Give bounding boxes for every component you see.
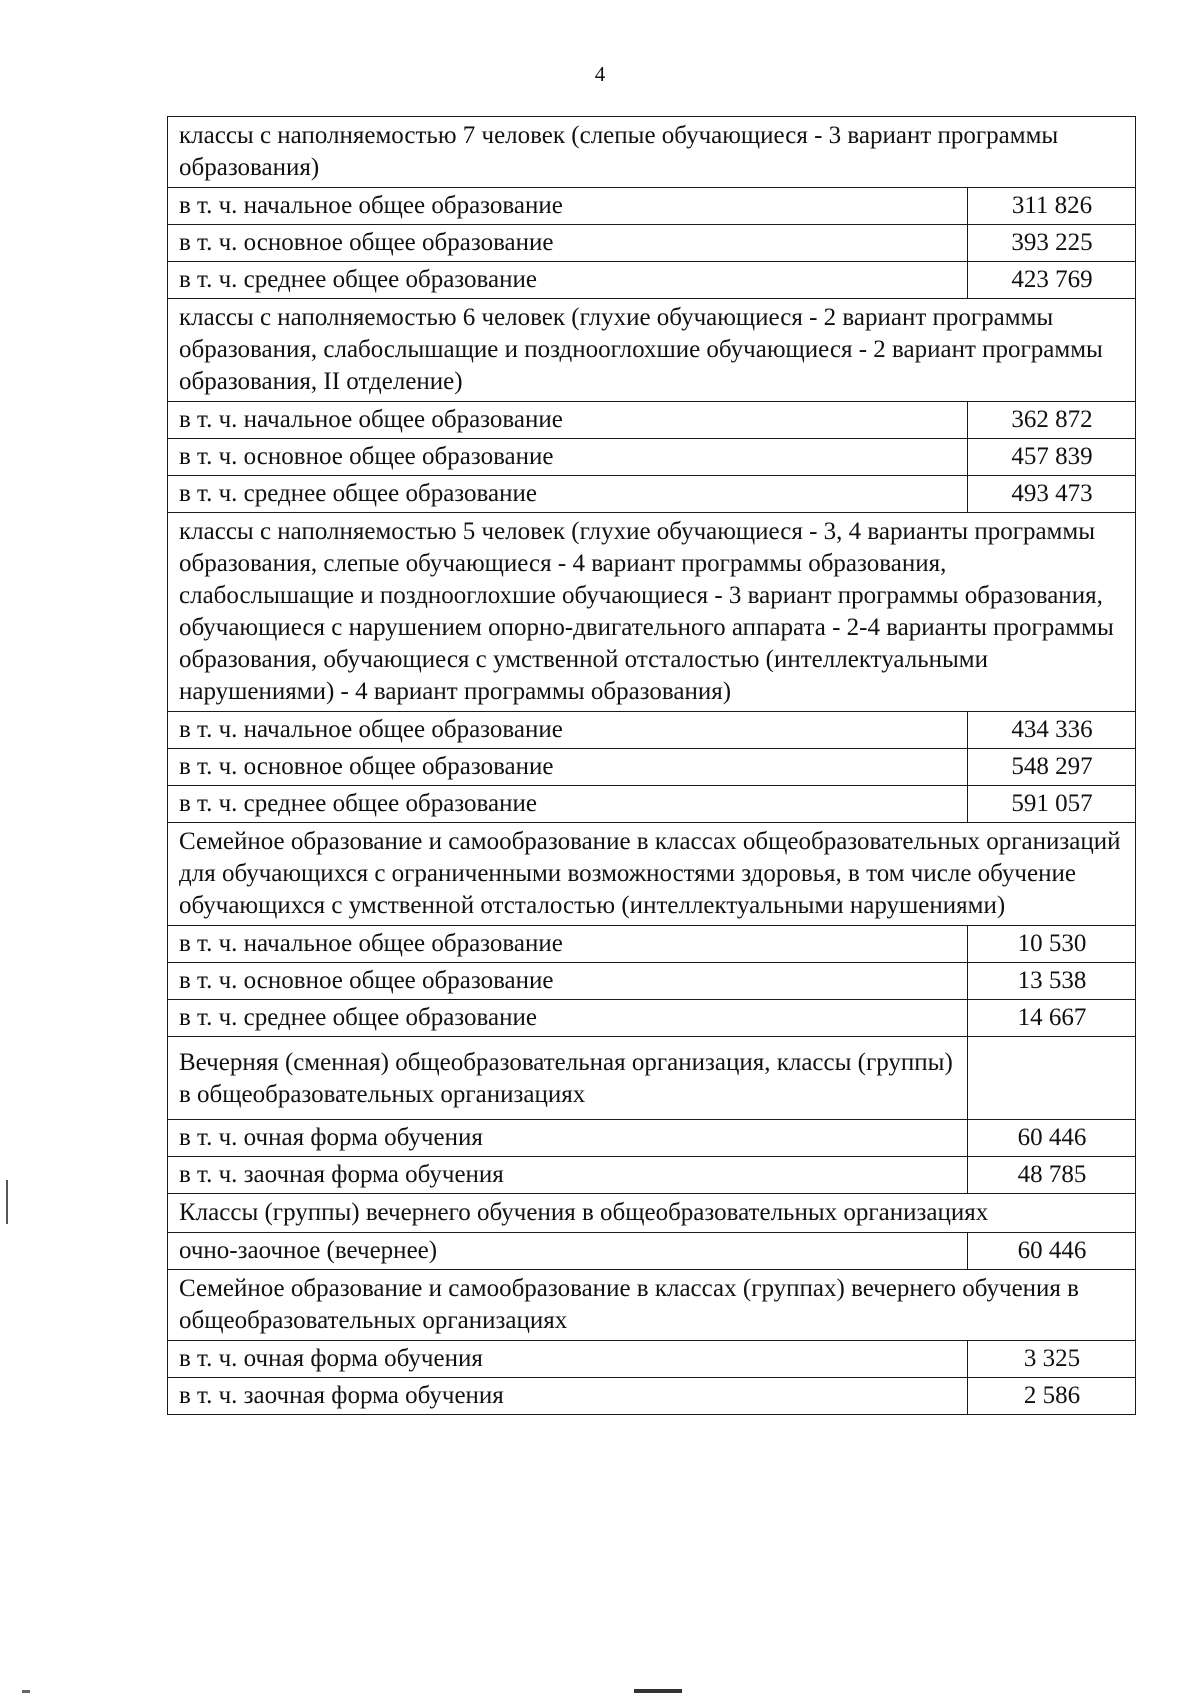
item-label-cell: в т. ч. среднее общее образование — [168, 1000, 968, 1037]
item-label-cell: в т. ч. начальное общее образование — [168, 926, 968, 963]
category-cell: Семейное образование и самообразование в классах общеобразовательных организаций для обучающихся с ограниченными возможностями здоровья, в том числе обучение обучающихся с умственной отсталостью (интеллектуальными нарушениями) — [168, 823, 1136, 926]
item-label-cell: в т. ч. основное общее образование — [168, 963, 968, 1000]
table-row — [168, 1270, 1136, 1341]
item-label-cell: в т. ч. среднее общее образование — [168, 476, 968, 513]
item-label-cell: в т. ч. основное общее образование — [168, 225, 968, 262]
item-value-cell: 434 336 — [968, 712, 1136, 749]
scan-margin-mark — [6, 1180, 8, 1224]
item-value-cell: 13 538 — [968, 963, 1136, 1000]
item-value-cell: 10 530 — [968, 926, 1136, 963]
table-row — [168, 1341, 1136, 1378]
item-value-cell: 457 839 — [968, 439, 1136, 476]
table-row — [168, 963, 1136, 1000]
item-value-cell: 393 225 — [968, 225, 1136, 262]
category-cell: классы с наполняемостью 6 человек (глухие обучающиеся - 2 вариант программы образования, слабослышащие и позднооглохшие обучающиеся - 2 вариант программы образования, II отделение) — [168, 299, 1136, 402]
funding-norms-table — [167, 116, 1136, 1415]
item-value-cell: 423 769 — [968, 262, 1136, 299]
item-value-cell: 548 297 — [968, 749, 1136, 786]
item-label-cell: в т. ч. заочная форма обучения — [168, 1157, 968, 1194]
table-row — [168, 262, 1136, 299]
item-label-cell: Вечерняя (сменная) общеобразовательная организация, классы (группы) в общеобразовательных организациях — [168, 1037, 968, 1120]
item-label-cell: очно-заочное (вечернее) — [168, 1233, 968, 1270]
table-row — [168, 926, 1136, 963]
table-row — [168, 786, 1136, 823]
item-label-cell: в т. ч. очная форма обучения — [168, 1341, 968, 1378]
table-row — [168, 823, 1136, 926]
table-row — [168, 1037, 1136, 1120]
category-cell: Семейное образование и самообразование в классах (группах) вечернего обучения в общеобразовательных организациях — [168, 1270, 1136, 1341]
table-row — [168, 439, 1136, 476]
item-label-cell: в т. ч. основное общее образование — [168, 439, 968, 476]
table-row — [168, 712, 1136, 749]
item-value-cell: 362 872 — [968, 402, 1136, 439]
item-label-cell: в т. ч. среднее общее образование — [168, 262, 968, 299]
scan-corner-mark — [22, 1690, 30, 1693]
item-value-cell: 48 785 — [968, 1157, 1136, 1194]
item-label-cell: в т. ч. очная форма обучения — [168, 1120, 968, 1157]
table-row — [168, 1000, 1136, 1037]
category-cell: классы с наполняемостью 5 человек (глухие обучающиеся - 3, 4 варианты программы образования, слепые обучающиеся - 4 вариант программы образования, слабослышащие и позднооглохшие обучающиеся - 3 вариант программы образования, обучающиеся с нарушением опорно-двигательного аппарата - 2-4 варианты программы образования, обучающиеся с умственной отсталостью (интеллектуальными нарушениями) - 4 вариант программы образования) — [168, 513, 1136, 712]
item-value-cell: 3 325 — [968, 1341, 1136, 1378]
page-number: 4 — [594, 62, 606, 86]
item-label-cell: в т. ч. основное общее образование — [168, 749, 968, 786]
table-row — [168, 299, 1136, 402]
table-row — [168, 188, 1136, 225]
table-row — [168, 117, 1136, 188]
item-value-cell: 60 446 — [968, 1120, 1136, 1157]
table-row — [168, 225, 1136, 262]
table-row — [168, 1157, 1136, 1194]
item-label-cell: в т. ч. среднее общее образование — [168, 786, 968, 823]
table-row — [168, 1194, 1136, 1233]
category-cell: Классы (группы) вечернего обучения в общеобразовательных организациях — [168, 1194, 1136, 1233]
item-label-cell: в т. ч. начальное общее образование — [168, 402, 968, 439]
item-label-cell: в т. ч. начальное общее образование — [168, 188, 968, 225]
scan-footer-mark — [634, 1689, 682, 1693]
table-row — [168, 513, 1136, 712]
item-value-cell: 2 586 — [968, 1378, 1136, 1415]
category-cell: классы с наполняемостью 7 человек (слепые обучающиеся - 3 вариант программы образования) — [168, 117, 1136, 188]
table-row — [168, 476, 1136, 513]
item-value-cell — [968, 1037, 1136, 1120]
table-row — [168, 402, 1136, 439]
item-label-cell: в т. ч. начальное общее образование — [168, 712, 968, 749]
item-value-cell: 14 667 — [968, 1000, 1136, 1037]
item-value-cell: 591 057 — [968, 786, 1136, 823]
table-row — [168, 1378, 1136, 1415]
item-label-cell: в т. ч. заочная форма обучения — [168, 1378, 968, 1415]
table-row — [168, 1233, 1136, 1270]
item-value-cell: 60 446 — [968, 1233, 1136, 1270]
item-value-cell: 493 473 — [968, 476, 1136, 513]
table-row — [168, 1120, 1136, 1157]
table-row — [168, 749, 1136, 786]
item-value-cell: 311 826 — [968, 188, 1136, 225]
